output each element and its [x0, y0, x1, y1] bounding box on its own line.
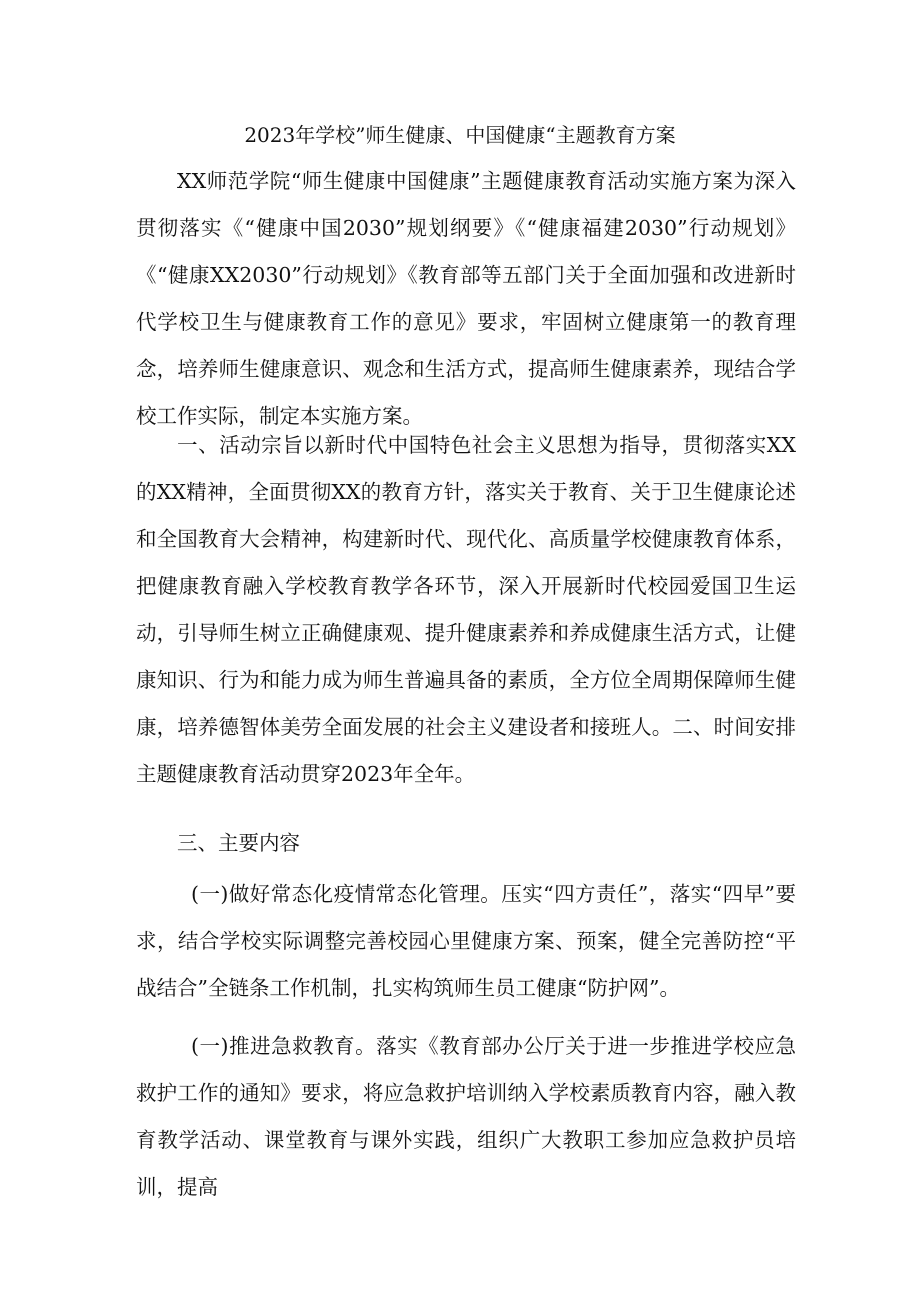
paragraph-item-2: [136, 1023, 796, 1211]
paragraph-text: XX师范学院“师生健康中国健康”主题健康教育活动实施方案为深入贯彻落实《“健康中国2030”规划纲要》《“健康福建2030”行动规划》《“健康XX2030”行动规划》《教育部等五部门关于全面加强和改进新时代学校卫生与健康教育工作的意见》要求，牢固树立健康第一的教育理念，培养师生健康意识、观念和生活方式，提高师生健康素养，现结合学校工作实际，制定本实施方案。: [136, 169, 796, 428]
document-title: 2023年学校”师生健康、中国健康“主题教育方案: [244, 123, 676, 147]
paragraph-section-3-heading: [136, 820, 796, 867]
section-heading: 三、主要内容: [177, 831, 300, 855]
paragraph-intro: [136, 158, 796, 440]
paragraph-text-content: (一)做好常态化疫情常态化管理。压实“四方责任”，落实“四早”要求，结合学校实际调整完善校园心里健康方案、预案，健全完善防控“平战结合”全链条工作机制，扎实构筑师生员工健康“防护网”。: [136, 882, 796, 1000]
paragraph-text-content: (一)推进急救教育。落实《教育部办公厅关于进一步推进学校应急救护工作的通知》要求，将应急救护培训纳入学校素质教育内容，融入教育教学活动、课堂教育与课外实践，组织广大教职工参加应急救护员培训，提高: [136, 1034, 796, 1199]
paragraph-text: [136, 871, 796, 1012]
paragraph-text: 一、活动宗旨以新时代中国特色社会主义思想为指导，贯彻落实XX的XX精神，全面贯彻XX的教育方针，落实关于教育、关于卫生健康论述和全国教育大会精神，构建新时代、现代化、高质量学校健康教育体系，把健康教育融入学校教育教学各环节，深入开展新时代校园爱国卫生运动，引导师生树立正确健康观、提升健康素养和养成健康生活方式，让健康知识、行为和能力成为师生普遍具备的素质，全方位全周期保障师生健康，培养德智体美劳全面发展的社会主义建设者和接班人。二、时间安排主题健康教育活动贯穿2023年全年。: [136, 433, 796, 786]
paragraph-section-1: [136, 422, 796, 798]
paragraph-item-1: [136, 871, 796, 1012]
paragraph-text: [136, 1023, 796, 1211]
